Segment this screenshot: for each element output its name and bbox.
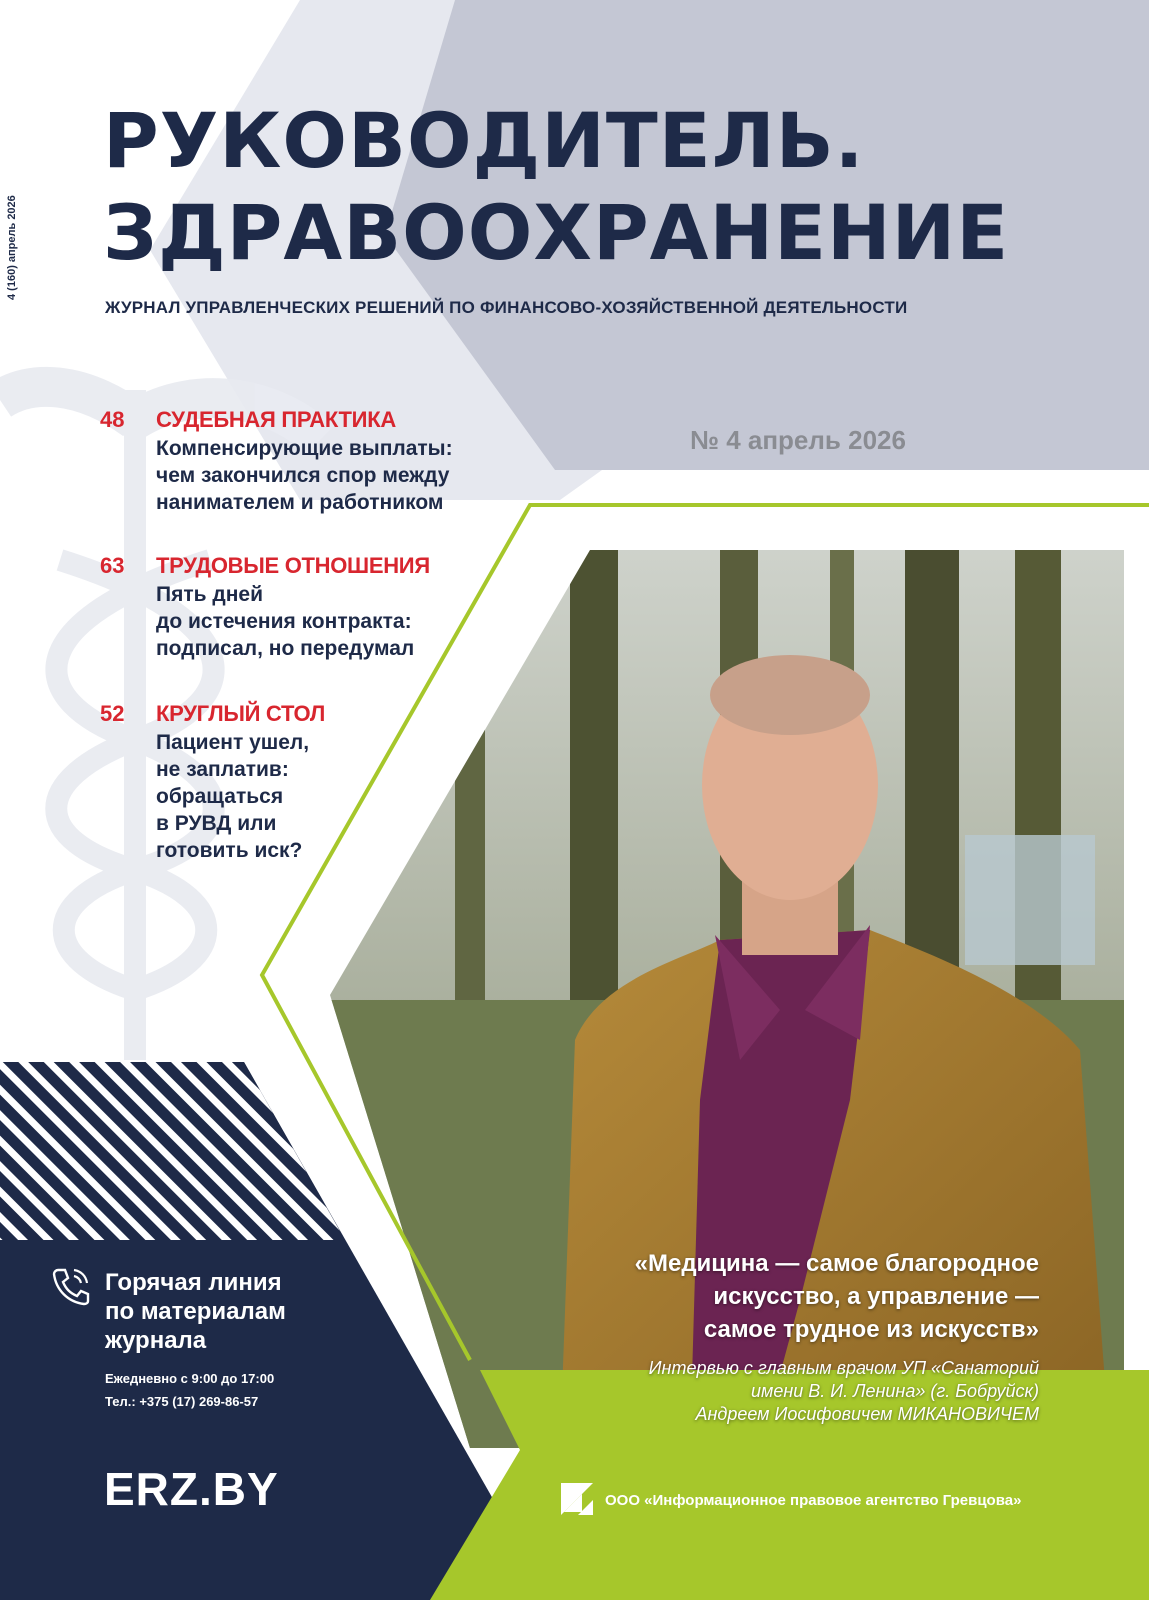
toc-page: 63 bbox=[100, 553, 125, 578]
toc-section: ТРУДОВЫЕ ОТНОШЕНИЯ bbox=[156, 553, 430, 578]
hotline-phone[interactable]: Тел.: +375 (17) 269-86-57 bbox=[105, 1394, 259, 1409]
toc-page: 52 bbox=[100, 701, 125, 726]
title-line-1: РУКОВОДИТЕЛЬ. bbox=[103, 96, 865, 185]
toc-section: СУДЕБНАЯ ПРАКТИКА bbox=[156, 407, 396, 432]
issue-number: № 4 апрель 2026 bbox=[690, 425, 906, 455]
cover-quote: «Медицина — самое благородное искусство, а управление — самое трудное из искусств» bbox=[634, 1250, 1039, 1343]
hotline-hours: Ежедневно с 9:00 до 17:00 bbox=[105, 1371, 275, 1386]
toc-page: 48 bbox=[100, 407, 125, 432]
phone-icon bbox=[50, 1265, 92, 1307]
toc-text: Компенсирующие выплаты: чем закончился спор между нанимателем и работником bbox=[156, 437, 453, 514]
website-link[interactable]: ERZ.BY bbox=[104, 1463, 279, 1515]
toc-text: Пять дней до истечения контракта: подписал, но передумал bbox=[156, 583, 415, 660]
hotline-details bbox=[105, 1367, 274, 1413]
publisher-logo-icon bbox=[560, 1482, 594, 1516]
hotline-title: Горячая линия по материалам журнала bbox=[105, 1269, 286, 1354]
magazine-title bbox=[103, 95, 1009, 279]
magazine-subtitle: ЖУРНАЛ УПРАВЛЕНЧЕСКИХ РЕШЕНИЙ ПО ФИНАНСОВО-ХОЗЯЙСТВЕННОЙ ДЕЯТЕЛЬНОСТИ bbox=[105, 298, 908, 317]
title-line-2: ЗДРАВООХРАНЕНИЕ bbox=[103, 188, 1010, 277]
publisher-name: ООО «Информационное правовое агентство Гревцова» bbox=[605, 1492, 1022, 1509]
striped-band bbox=[0, 1062, 345, 1240]
toc-text: Пациент ушел, не заплатив: обращаться в РУВД или готовить иск? bbox=[156, 731, 310, 862]
toc-section: КРУГЛЫЙ СТОЛ bbox=[156, 701, 325, 726]
spine-text: 4 (160) апрель 2026 bbox=[6, 195, 18, 300]
interview-caption: Интервью с главным врачом УП «Санаторий имени В. И. Ленина» (г. Бобруйск) Андреем Иосифовичем МИКАНОВИЧЕМ bbox=[648, 1358, 1039, 1424]
